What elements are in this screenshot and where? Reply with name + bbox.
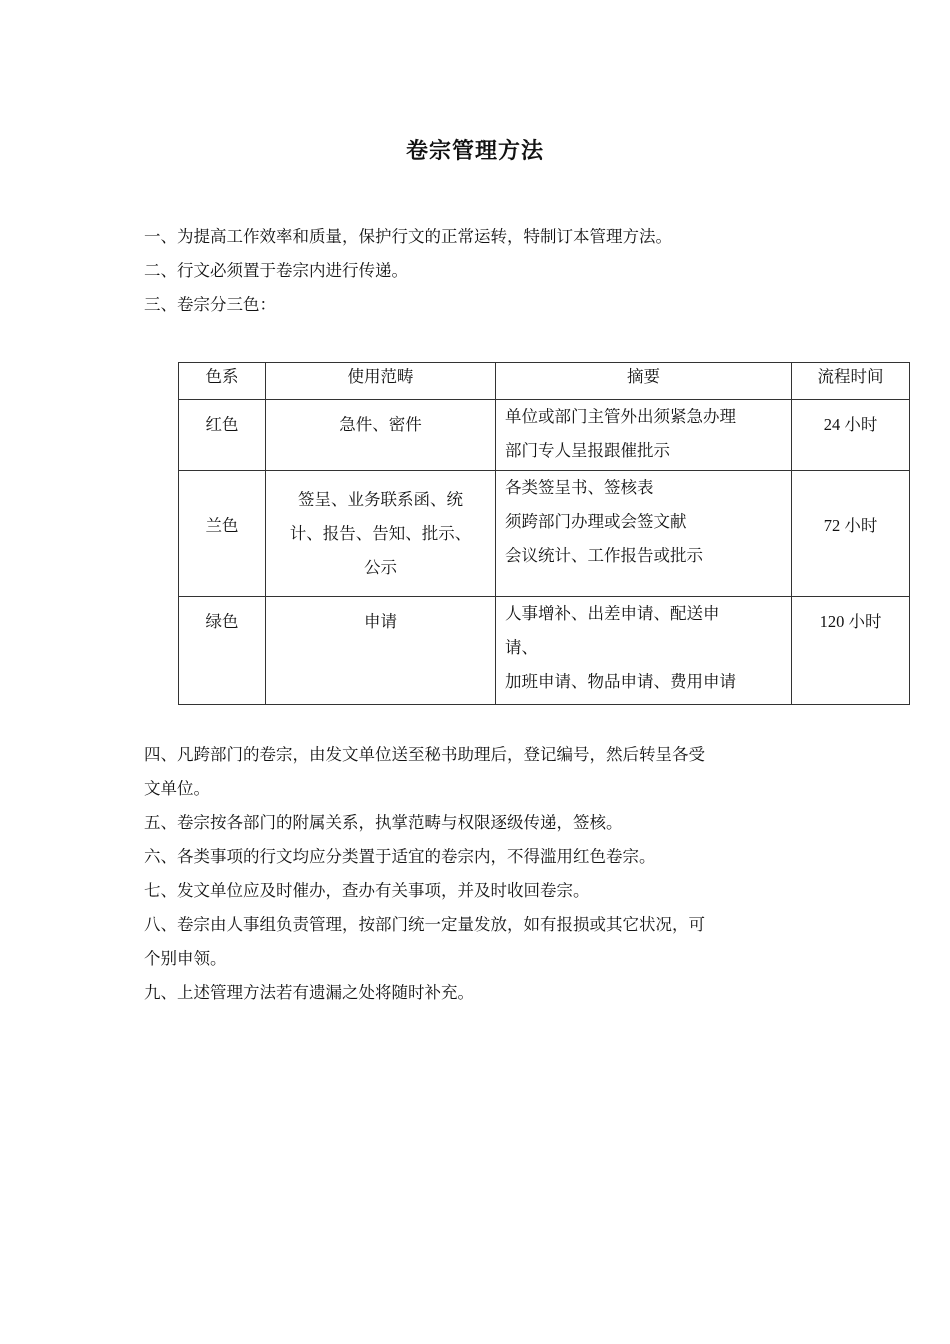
clause-6: 六、各类事项的行文均应分类置于适宜的卷宗内，不得滥用红色卷宗。 bbox=[144, 847, 656, 866]
clause-3: 三、卷宗分三色： bbox=[144, 295, 276, 314]
clause-8-continued: 个别申领。 bbox=[144, 949, 227, 968]
clause-2: 二、行文必须置于卷宗内进行传递。 bbox=[144, 261, 408, 280]
intro-paragraphs bbox=[144, 220, 814, 322]
clause-1: 一、为提高工作效率和质量，保护行文的正常运转，特制订本管理方法。 bbox=[144, 227, 672, 246]
row-color: 绿色 bbox=[179, 597, 266, 705]
row-summary: 人事增补、出差申请、配送申 请、 加班申请、物品申请、费用申请 bbox=[496, 597, 792, 705]
row-summary: 各类签呈书、签核表 须跨部门办理或会签文献 会议统计、工作报告或批示 bbox=[496, 471, 792, 597]
document-title: 卷宗管理方法 bbox=[405, 138, 544, 164]
row-color: 兰色 bbox=[179, 471, 266, 597]
clause-4: 四、凡跨部门的卷宗，由发文单位送至秘书助理后，登记编号，然后转呈各受 bbox=[144, 745, 705, 764]
clause-7: 七、发文单位应及时催办，查办有关事项，并及时收回卷宗。 bbox=[144, 881, 590, 900]
header-color: 色系 bbox=[179, 363, 266, 400]
row-color: 红色 bbox=[179, 400, 266, 471]
clause-8: 八、卷宗由人事组负责管理，按部门统一定量发放，如有报损或其它状况，可 bbox=[144, 915, 705, 934]
table-row bbox=[179, 471, 910, 597]
row-scope: 申请 bbox=[266, 597, 496, 705]
header-time: 流程时间 bbox=[792, 363, 910, 400]
closing-paragraphs bbox=[144, 738, 814, 1010]
clause-4-continued: 文单位。 bbox=[144, 779, 210, 798]
row-time: 120 小时 bbox=[792, 597, 910, 705]
row-summary: 单位或部门主管外出须紧急办理 部门专人呈报跟催批示 bbox=[496, 400, 792, 471]
row-scope: 签呈、业务联系函、统 计、报告、告知、批示、 公示 bbox=[266, 471, 496, 597]
header-scope: 使用范畴 bbox=[266, 363, 496, 400]
table-row bbox=[179, 400, 910, 471]
row-scope: 急件、密件 bbox=[266, 400, 496, 471]
header-summary: 摘要 bbox=[496, 363, 792, 400]
table-row bbox=[179, 597, 910, 705]
row-time: 24 小时 bbox=[792, 400, 910, 471]
clause-9: 九、上述管理方法若有遗漏之处将随时补充。 bbox=[144, 983, 474, 1002]
folder-color-table bbox=[178, 362, 910, 705]
row-time: 72 小时 bbox=[792, 471, 910, 597]
table-header-row bbox=[179, 363, 910, 400]
clause-5: 五、卷宗按各部门的附属关系，执掌范畴与权限逐级传递，签核。 bbox=[144, 813, 623, 832]
